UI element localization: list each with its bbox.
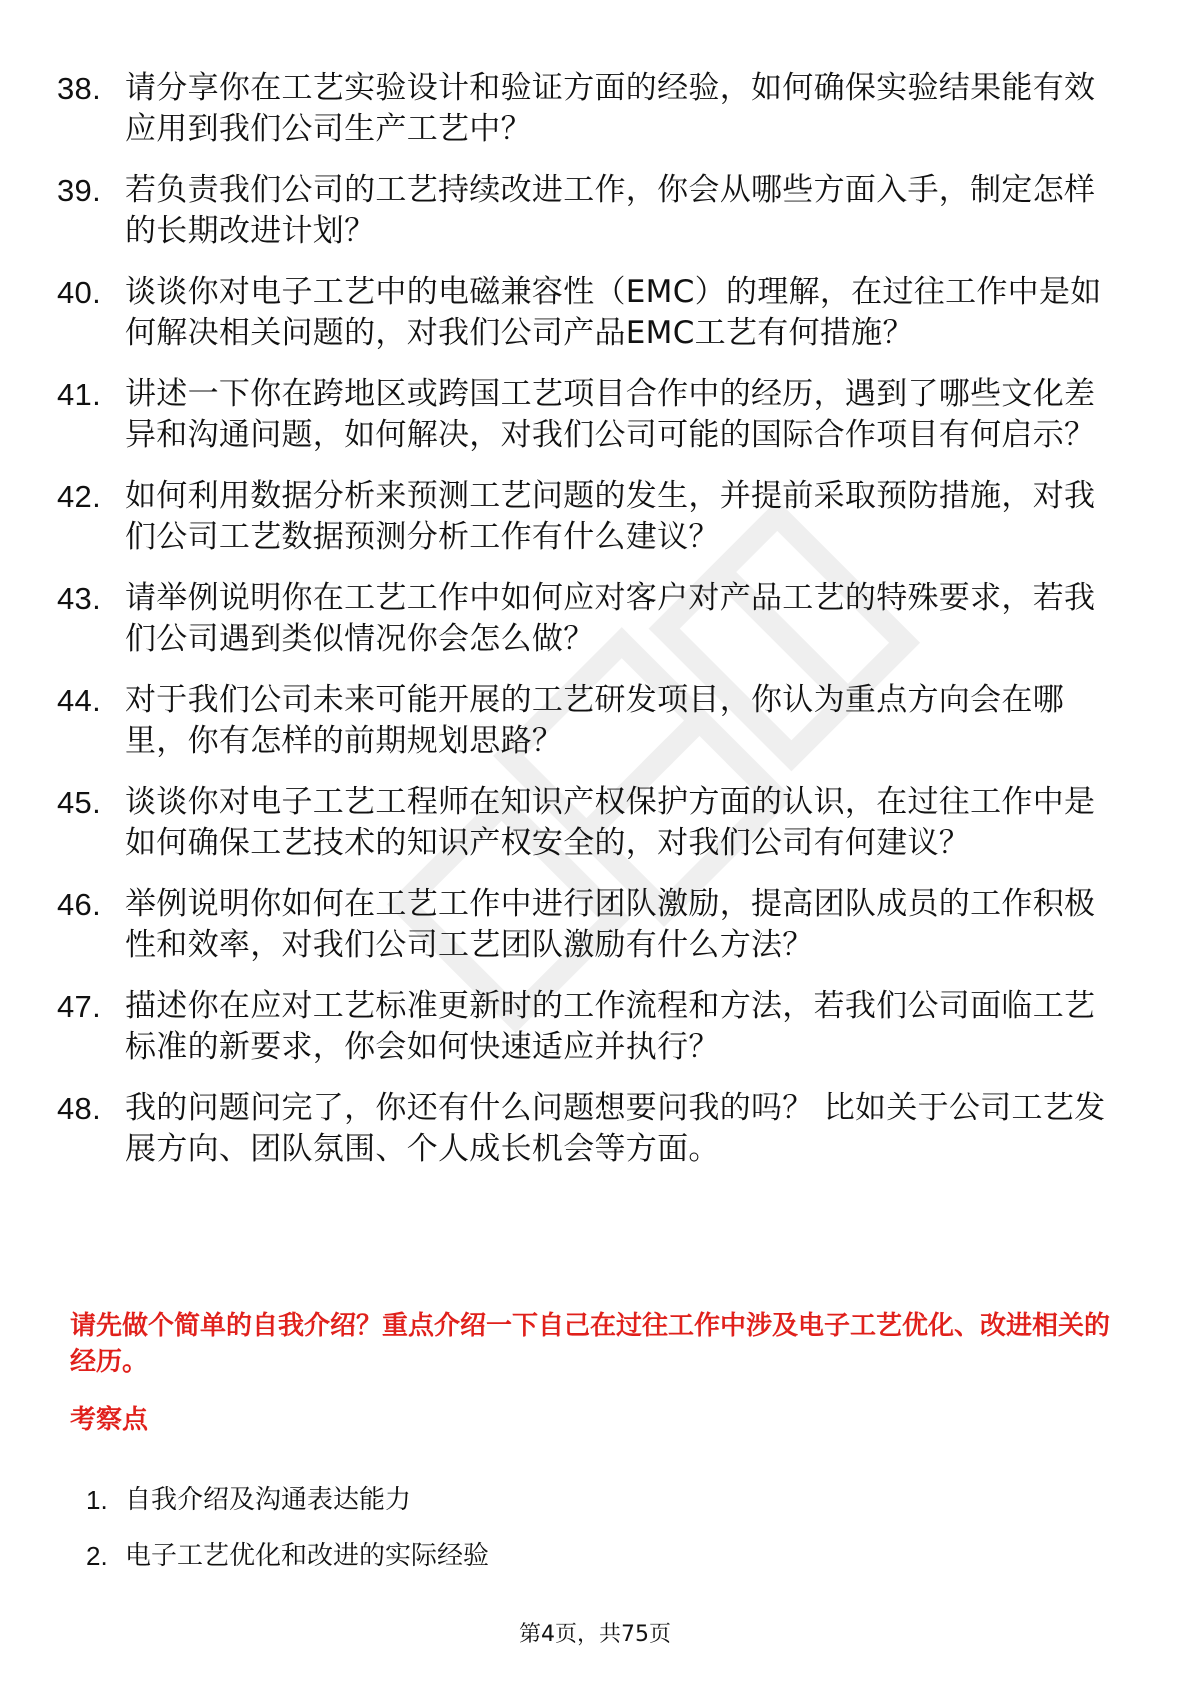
question-item	[0, 680, 1190, 762]
question-number: 48.	[57, 1091, 101, 1126]
question-number: 45.	[57, 785, 101, 820]
question-text: 讲述一下你在跨地区或跨国工艺项目合作中的经历，遇到了哪些文化差异和沟通问题，如何解决，对我们公司可能的国际合作项目有何启示？	[125, 376, 1096, 453]
question-item	[0, 1088, 1190, 1170]
question-item	[0, 782, 1190, 864]
question-number: 42.	[57, 479, 101, 514]
point-text: 电子工艺优化和改进的实际经验	[125, 1541, 490, 1571]
question-item	[0, 170, 1190, 252]
question-text: 谈谈你对电子工艺工程师在知识产权保护方面的认识，在过往工作中是如何确保工艺技术的知识产权安全的，对我们公司有何建议？	[125, 784, 1096, 861]
question-number: 39.	[57, 173, 101, 208]
question-text: 我的问题问完了，你还有什么问题想要问我的吗？ 比如关于公司工艺发展方向、团队氛围、个人成长机会等方面。	[125, 1090, 1106, 1167]
point-number: 1.	[86, 1485, 108, 1515]
assessment-points	[0, 1482, 489, 1594]
question-number: 40.	[57, 275, 101, 310]
question-number: 43.	[57, 581, 101, 616]
question-item	[0, 578, 1190, 660]
question-item	[0, 986, 1190, 1068]
intro-question: 请先做个简单的自我介绍？重点介绍一下自己在过往工作中涉及电子工艺优化、改进相关的经历。	[70, 1311, 1111, 1377]
question-text: 举例说明你如何在工艺工作中进行团队激励，提高团队成员的工作积极性和效率，对我们公司工艺团队激励有什么方法？	[125, 886, 1096, 963]
question-item	[0, 374, 1190, 456]
question-item	[0, 884, 1190, 966]
list-item	[0, 1482, 489, 1518]
question-list	[0, 68, 1190, 1190]
question-item	[0, 272, 1190, 354]
question-number: 41.	[57, 377, 101, 412]
point-text: 自我介绍及沟通表达能力	[125, 1485, 412, 1515]
question-text: 若负责我们公司的工艺持续改进工作，你会从哪些方面入手，制定怎样的长期改进计划？	[125, 172, 1096, 249]
question-text: 描述你在应对工艺标准更新时的工作流程和方法，若我们公司面临工艺标准的新要求，你会如何快速适应并执行？	[125, 988, 1096, 1065]
question-number: 47.	[57, 989, 101, 1024]
page-footer: 第4页，共75页	[519, 1622, 671, 1647]
question-number: 38.	[57, 71, 101, 106]
list-item	[0, 1538, 489, 1574]
point-number: 2.	[86, 1541, 108, 1571]
question-item	[0, 476, 1190, 558]
question-text: 请分享你在工艺实验设计和验证方面的经验，如何确保实验结果能有效应用到我们公司生产工艺中？	[125, 70, 1096, 147]
question-number: 44.	[57, 683, 101, 718]
section-label: 考察点	[70, 1405, 149, 1435]
question-text: 谈谈你对电子工艺中的电磁兼容性（EMC）的理解，在过往工作中是如何解决相关问题的，对我们公司产品EMC工艺有何措施？	[125, 274, 1102, 351]
question-text: 请举例说明你在工艺工作中如何应对客户对产品工艺的特殊要求，若我们公司遇到类似情况你会怎么做？	[125, 580, 1096, 657]
question-number: 46.	[57, 887, 101, 922]
question-item	[0, 68, 1190, 150]
question-text: 如何利用数据分析来预测工艺问题的发生，并提前采取预防措施，对我们公司工艺数据预测分析工作有什么建议？	[125, 478, 1096, 555]
question-text: 对于我们公司未来可能开展的工艺研发项目，你认为重点方向会在哪里，你有怎样的前期规划思路？	[125, 682, 1064, 759]
